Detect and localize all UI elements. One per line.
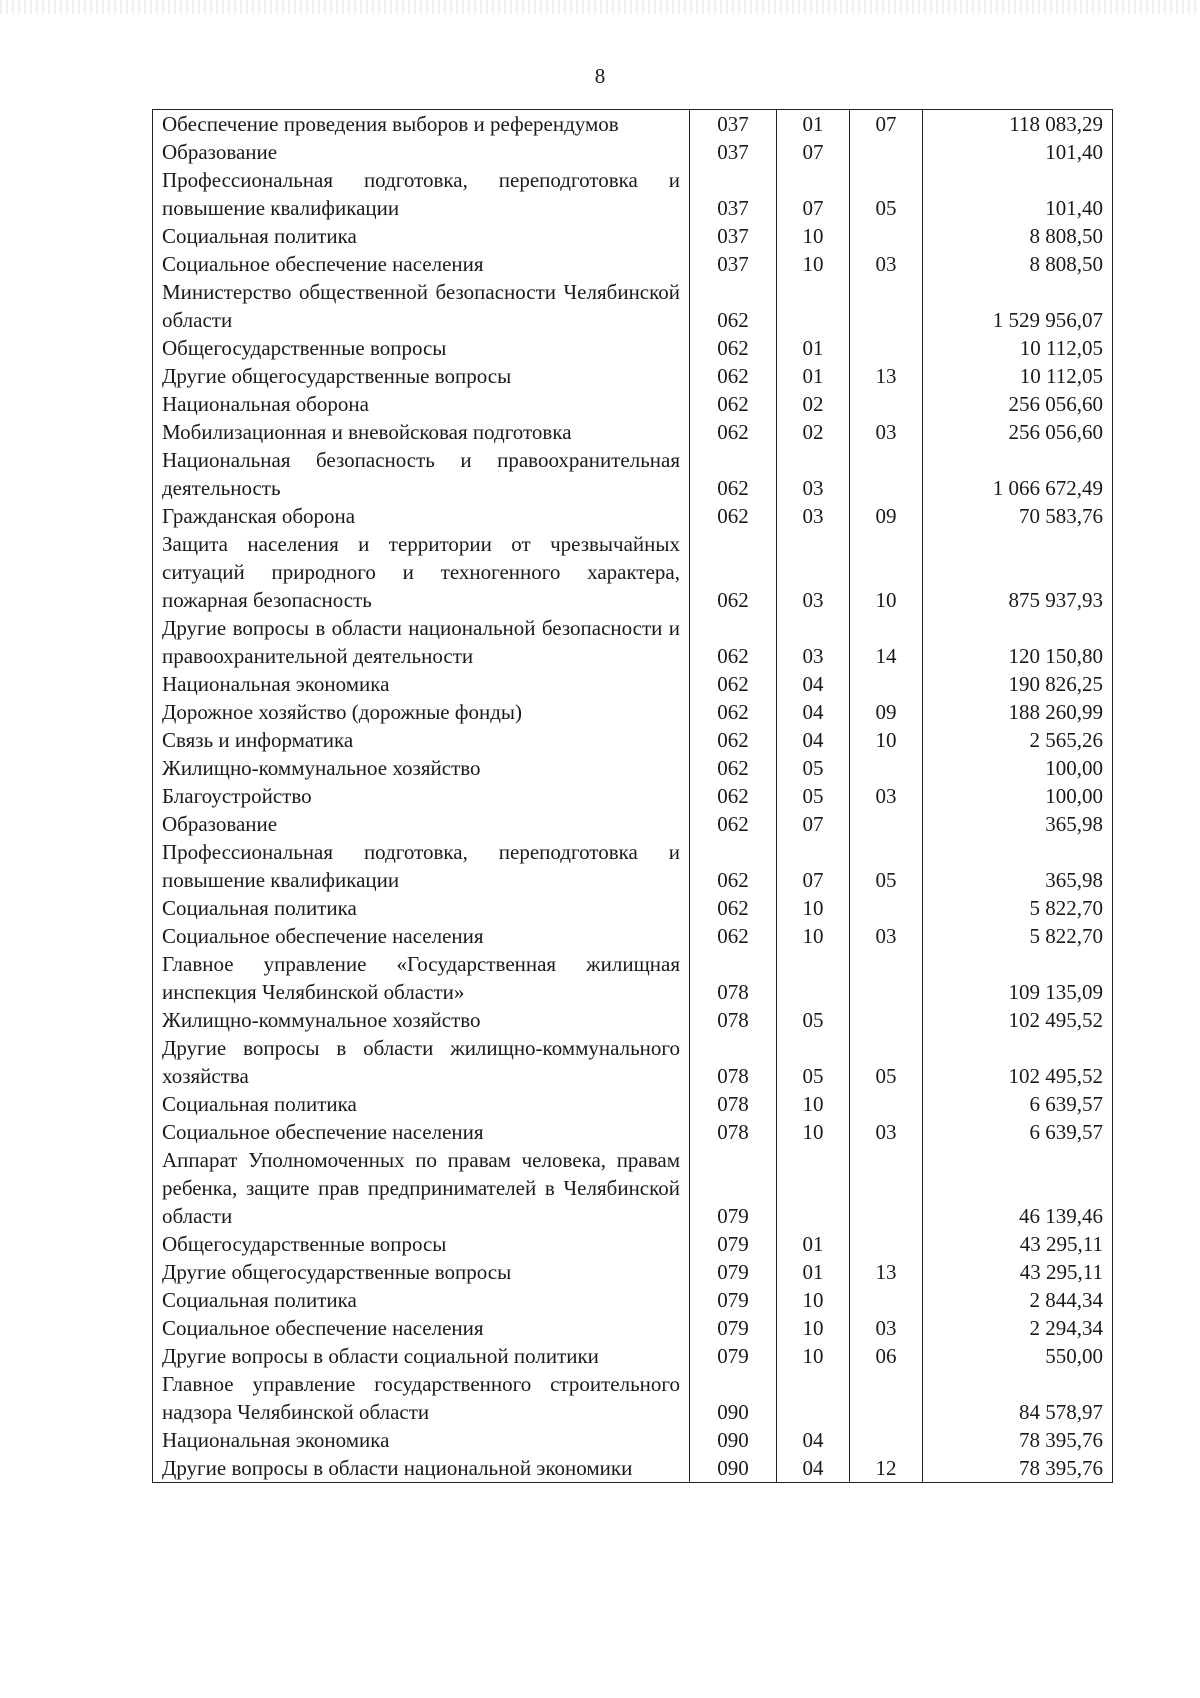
row-section-code: 01 <box>777 362 850 390</box>
row-section-code: 10 <box>777 1342 850 1370</box>
table-row <box>153 810 1113 838</box>
row-amount: 78 395,76 <box>923 1454 1113 1483</box>
row-section-code: 04 <box>777 726 850 754</box>
table-row <box>153 418 1113 446</box>
row-subsection-code: 03 <box>850 1118 923 1146</box>
row-name: Главное управление «Государственная жилищная инспекция Челябинской области» <box>153 950 690 1006</box>
row-subsection-code <box>850 894 923 922</box>
row-section-code <box>777 1146 850 1230</box>
row-amount: 190 826,25 <box>923 670 1113 698</box>
table-row <box>153 726 1113 754</box>
table-row <box>153 250 1113 278</box>
row-name: Защита населения и территории от чрезвычайных ситуаций природного и техногенного характера, пожарная безопасность <box>153 530 690 614</box>
row-name: Благоустройство <box>153 782 690 810</box>
table-row <box>153 1006 1113 1034</box>
row-amount: 256 056,60 <box>923 390 1113 418</box>
budget-table-body <box>153 110 1113 1483</box>
row-name: Социальное обеспечение населения <box>153 922 690 950</box>
row-amount: 84 578,97 <box>923 1370 1113 1426</box>
row-section-code: 01 <box>777 1230 850 1258</box>
row-ministry-code: 062 <box>690 670 777 698</box>
row-amount: 6 639,57 <box>923 1090 1113 1118</box>
row-name: Национальная безопасность и правоохранительная деятельность <box>153 446 690 502</box>
row-section-code: 10 <box>777 1286 850 1314</box>
row-name: Национальная экономика <box>153 1426 690 1454</box>
row-subsection-code: 09 <box>850 502 923 530</box>
row-section-code: 04 <box>777 670 850 698</box>
row-subsection-code <box>850 1230 923 1258</box>
row-section-code: 07 <box>777 166 850 222</box>
row-section-code <box>777 950 850 1006</box>
row-amount: 43 295,11 <box>923 1230 1113 1258</box>
budget-table <box>152 109 1113 1483</box>
row-ministry-code: 090 <box>690 1426 777 1454</box>
row-section-code: 05 <box>777 782 850 810</box>
row-subsection-code <box>850 950 923 1006</box>
row-name: Профессиональная подготовка, переподготовка и повышение квалификации <box>153 838 690 894</box>
table-row <box>153 698 1113 726</box>
row-section-code: 05 <box>777 754 850 782</box>
row-ministry-code: 062 <box>690 894 777 922</box>
row-subsection-code <box>850 670 923 698</box>
row-ministry-code: 062 <box>690 278 777 334</box>
row-section-code: 04 <box>777 1426 850 1454</box>
row-name: Социальное обеспечение населения <box>153 1314 690 1342</box>
row-section-code: 07 <box>777 838 850 894</box>
table-row <box>153 782 1113 810</box>
row-ministry-code: 062 <box>690 922 777 950</box>
row-name: Другие вопросы в области социальной политики <box>153 1342 690 1370</box>
row-name: Жилищно-коммунальное хозяйство <box>153 1006 690 1034</box>
table-row <box>153 1034 1113 1090</box>
row-subsection-code <box>850 810 923 838</box>
row-ministry-code: 062 <box>690 418 777 446</box>
row-ministry-code: 037 <box>690 138 777 166</box>
row-name: Социальная политика <box>153 1090 690 1118</box>
row-section-code: 02 <box>777 390 850 418</box>
row-ministry-code: 062 <box>690 334 777 362</box>
row-amount: 46 139,46 <box>923 1146 1113 1230</box>
row-amount: 78 395,76 <box>923 1426 1113 1454</box>
row-name: Другие вопросы в области жилищно-коммунального хозяйства <box>153 1034 690 1090</box>
row-subsection-code <box>850 1370 923 1426</box>
row-ministry-code: 062 <box>690 446 777 502</box>
row-subsection-code <box>850 754 923 782</box>
row-subsection-code: 07 <box>850 110 923 139</box>
table-row <box>153 1258 1113 1286</box>
row-amount: 10 112,05 <box>923 362 1113 390</box>
table-row <box>153 1454 1113 1483</box>
row-amount: 5 822,70 <box>923 894 1113 922</box>
row-subsection-code <box>850 222 923 250</box>
row-name: Другие вопросы в области национальной безопасности и правоохранительной деятельности <box>153 614 690 670</box>
row-name: Социальная политика <box>153 1286 690 1314</box>
row-name: Образование <box>153 810 690 838</box>
row-amount: 1 066 672,49 <box>923 446 1113 502</box>
row-section-code: 04 <box>777 1454 850 1483</box>
row-subsection-code: 12 <box>850 1454 923 1483</box>
row-subsection-code: 03 <box>850 250 923 278</box>
row-section-code: 01 <box>777 334 850 362</box>
row-ministry-code: 062 <box>690 726 777 754</box>
row-ministry-code: 037 <box>690 250 777 278</box>
row-subsection-code <box>850 138 923 166</box>
row-amount: 43 295,11 <box>923 1258 1113 1286</box>
table-row <box>153 894 1113 922</box>
row-name: Другие вопросы в области национальной экономики <box>153 1454 690 1483</box>
row-subsection-code: 03 <box>850 922 923 950</box>
row-ministry-code: 079 <box>690 1230 777 1258</box>
row-name: Национальная оборона <box>153 390 690 418</box>
row-section-code: 03 <box>777 614 850 670</box>
row-section-code: 03 <box>777 530 850 614</box>
row-subsection-code: 10 <box>850 726 923 754</box>
row-subsection-code: 03 <box>850 1314 923 1342</box>
row-amount: 100,00 <box>923 782 1113 810</box>
row-section-code: 05 <box>777 1006 850 1034</box>
table-row <box>153 922 1113 950</box>
row-amount: 10 112,05 <box>923 334 1113 362</box>
row-section-code: 03 <box>777 446 850 502</box>
table-row <box>153 838 1113 894</box>
row-section-code: 07 <box>777 810 850 838</box>
row-ministry-code: 090 <box>690 1370 777 1426</box>
table-row <box>153 950 1113 1006</box>
row-amount: 101,40 <box>923 138 1113 166</box>
row-subsection-code: 03 <box>850 418 923 446</box>
row-ministry-code: 078 <box>690 1090 777 1118</box>
row-subsection-code: 05 <box>850 838 923 894</box>
row-name: Другие общегосударственные вопросы <box>153 1258 690 1286</box>
row-section-code: 01 <box>777 1258 850 1286</box>
row-section-code: 10 <box>777 1090 850 1118</box>
row-amount: 118 083,29 <box>923 110 1113 139</box>
row-ministry-code: 079 <box>690 1314 777 1342</box>
row-name: Мобилизационная и вневойсковая подготовка <box>153 418 690 446</box>
row-section-code: 10 <box>777 222 850 250</box>
row-ministry-code: 062 <box>690 502 777 530</box>
row-subsection-code <box>850 278 923 334</box>
table-row <box>153 1118 1113 1146</box>
row-amount: 2 844,34 <box>923 1286 1113 1314</box>
table-row <box>153 390 1113 418</box>
row-subsection-code: 14 <box>850 614 923 670</box>
row-name: Профессиональная подготовка, переподготовка и повышение квалификации <box>153 166 690 222</box>
row-section-code: 04 <box>777 698 850 726</box>
table-row <box>153 1426 1113 1454</box>
row-name: Социальное обеспечение населения <box>153 250 690 278</box>
row-subsection-code <box>850 1090 923 1118</box>
row-amount: 102 495,52 <box>923 1006 1113 1034</box>
row-amount: 102 495,52 <box>923 1034 1113 1090</box>
row-section-code: 10 <box>777 894 850 922</box>
row-amount: 2 294,34 <box>923 1314 1113 1342</box>
table-row <box>153 614 1113 670</box>
table-row <box>153 138 1113 166</box>
table-row <box>153 222 1113 250</box>
row-section-code <box>777 278 850 334</box>
row-ministry-code: 062 <box>690 810 777 838</box>
scan-artifact-strip <box>0 0 1200 14</box>
row-ministry-code: 037 <box>690 222 777 250</box>
table-row <box>153 502 1113 530</box>
table-row <box>153 1090 1113 1118</box>
row-amount: 1 529 956,07 <box>923 278 1113 334</box>
row-amount: 2 565,26 <box>923 726 1113 754</box>
table-row <box>153 110 1113 139</box>
row-subsection-code: 05 <box>850 1034 923 1090</box>
row-name: Общегосударственные вопросы <box>153 334 690 362</box>
table-row <box>153 754 1113 782</box>
row-amount: 365,98 <box>923 838 1113 894</box>
row-name: Гражданская оборона <box>153 502 690 530</box>
table-row <box>153 670 1113 698</box>
row-name: Обеспечение проведения выборов и референдумов <box>153 110 690 139</box>
row-section-code: 10 <box>777 1314 850 1342</box>
row-section-code: 05 <box>777 1034 850 1090</box>
row-amount: 188 260,99 <box>923 698 1113 726</box>
row-ministry-code: 037 <box>690 166 777 222</box>
table-row <box>153 1370 1113 1426</box>
row-ministry-code: 062 <box>690 390 777 418</box>
row-name: Социальное обеспечение населения <box>153 1118 690 1146</box>
row-subsection-code <box>850 1006 923 1034</box>
row-name: Образование <box>153 138 690 166</box>
row-ministry-code: 078 <box>690 950 777 1006</box>
row-ministry-code: 062 <box>690 754 777 782</box>
row-name: Национальная экономика <box>153 670 690 698</box>
table-row <box>153 1286 1113 1314</box>
row-subsection-code: 05 <box>850 166 923 222</box>
row-name: Общегосударственные вопросы <box>153 1230 690 1258</box>
row-amount: 8 808,50 <box>923 250 1113 278</box>
row-amount: 101,40 <box>923 166 1113 222</box>
row-amount: 109 135,09 <box>923 950 1113 1006</box>
table-row <box>153 530 1113 614</box>
table-row <box>153 362 1113 390</box>
row-ministry-code: 062 <box>690 530 777 614</box>
row-ministry-code: 090 <box>690 1454 777 1483</box>
row-name: Главное управление государственного строительного надзора Челябинской области <box>153 1370 690 1426</box>
row-amount: 70 583,76 <box>923 502 1113 530</box>
row-amount: 5 822,70 <box>923 922 1113 950</box>
row-section-code: 02 <box>777 418 850 446</box>
row-amount: 256 056,60 <box>923 418 1113 446</box>
row-name: Связь и информатика <box>153 726 690 754</box>
row-name: Дорожное хозяйство (дорожные фонды) <box>153 698 690 726</box>
row-ministry-code: 037 <box>690 110 777 139</box>
row-subsection-code: 09 <box>850 698 923 726</box>
table-row <box>153 1230 1113 1258</box>
row-subsection-code <box>850 1146 923 1230</box>
row-subsection-code <box>850 446 923 502</box>
row-amount: 8 808,50 <box>923 222 1113 250</box>
row-ministry-code: 079 <box>690 1258 777 1286</box>
row-name: Другие общегосударственные вопросы <box>153 362 690 390</box>
row-subsection-code: 03 <box>850 782 923 810</box>
row-section-code: 01 <box>777 110 850 139</box>
row-section-code: 10 <box>777 250 850 278</box>
row-name: Аппарат Уполномоченных по правам человека, правам ребенка, защите прав предпринимателей в Челябинской области <box>153 1146 690 1230</box>
table-row <box>153 1342 1113 1370</box>
row-ministry-code: 062 <box>690 782 777 810</box>
row-subsection-code: 13 <box>850 362 923 390</box>
row-section-code: 07 <box>777 138 850 166</box>
row-ministry-code: 079 <box>690 1342 777 1370</box>
table-row <box>153 166 1113 222</box>
row-section-code: 10 <box>777 922 850 950</box>
row-ministry-code: 062 <box>690 614 777 670</box>
row-subsection-code <box>850 334 923 362</box>
row-ministry-code: 078 <box>690 1034 777 1090</box>
row-name: Жилищно-коммунальное хозяйство <box>153 754 690 782</box>
row-name: Социальная политика <box>153 222 690 250</box>
table-row <box>153 1146 1113 1230</box>
row-amount: 100,00 <box>923 754 1113 782</box>
row-ministry-code: 079 <box>690 1146 777 1230</box>
row-amount: 875 937,93 <box>923 530 1113 614</box>
row-subsection-code: 13 <box>850 1258 923 1286</box>
row-amount: 365,98 <box>923 810 1113 838</box>
row-ministry-code: 078 <box>690 1006 777 1034</box>
row-amount: 6 639,57 <box>923 1118 1113 1146</box>
row-ministry-code: 062 <box>690 838 777 894</box>
table-row <box>153 278 1113 334</box>
row-name: Министерство общественной безопасности Челябинской области <box>153 278 690 334</box>
row-amount: 550,00 <box>923 1342 1113 1370</box>
row-subsection-code <box>850 390 923 418</box>
page-number: 8 <box>594 64 606 88</box>
table-row <box>153 334 1113 362</box>
row-section-code: 10 <box>777 1118 850 1146</box>
row-amount: 120 150,80 <box>923 614 1113 670</box>
row-subsection-code <box>850 1426 923 1454</box>
row-ministry-code: 078 <box>690 1118 777 1146</box>
row-subsection-code: 06 <box>850 1342 923 1370</box>
row-name: Социальная политика <box>153 894 690 922</box>
row-ministry-code: 062 <box>690 698 777 726</box>
table-row <box>153 1314 1113 1342</box>
table-row <box>153 446 1113 502</box>
row-subsection-code <box>850 1286 923 1314</box>
row-section-code: 03 <box>777 502 850 530</box>
row-subsection-code: 10 <box>850 530 923 614</box>
row-ministry-code: 079 <box>690 1286 777 1314</box>
row-ministry-code: 062 <box>690 362 777 390</box>
row-section-code <box>777 1370 850 1426</box>
